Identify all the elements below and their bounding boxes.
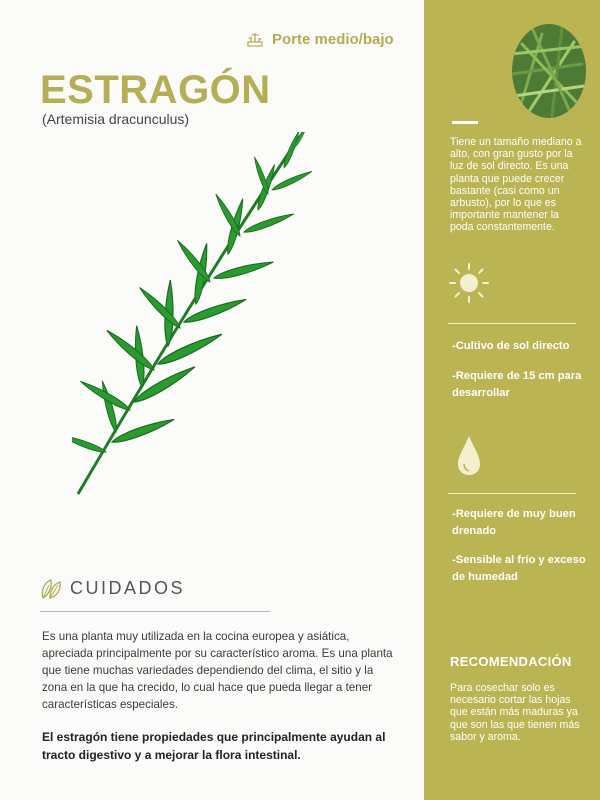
scientific-name: (Artemisia dracunculus) [42, 111, 190, 127]
water-requirement-2: -Sensible al frío y exceso de humedad [452, 554, 586, 583]
care-description: Es una planta muy utilizada en la cocina europea y asiática, apreciada principalmente por su característico aroma. Es una planta que tiene muchas variedades dependiendo del clima, el sitio y la zona en la que ha crecido, lo cual hace que pueda llegar a tener características especiales. [42, 630, 393, 711]
sun-requirement-1: -Cultivo de sol directo [452, 340, 570, 352]
recommendation-title: RECOMENDACIÓN [450, 654, 572, 669]
plant-photo [512, 24, 586, 118]
divider [448, 323, 576, 324]
recommendation-text: Para cosechar solo es necesario cortar las hojas que están más maduras ya que son las que tienen más sabor y aroma. [450, 682, 580, 743]
water-requirement-1: -Requiere de muy buen drenado [452, 508, 576, 537]
plant-intro: Tiene un tamaño mediano a alto, con gran gusto por la luz de sol directo. Es una planta que puede crecer bastante (casi como un arbusto), por lo que es importante mantener la poda constantemente. [450, 136, 582, 234]
leaves-icon [40, 576, 62, 600]
sun-icon [448, 262, 490, 304]
cuidados-title: CUIDADOS [70, 577, 186, 598]
sun-requirement-2: -Requiere de 15 cm para desarrollar [452, 370, 582, 399]
water-drop-icon [456, 434, 482, 476]
divider [452, 121, 478, 124]
divider [40, 611, 270, 612]
page-title: ESTRAGÓN [40, 68, 271, 112]
plant-size-header [246, 30, 394, 48]
care-highlight: El estragón tiene propiedades que principalmente ayudan al tracto digestivo y a mejorar la flora intestinal. [42, 730, 386, 762]
plant-size-icon [246, 30, 264, 48]
info-sidebar [424, 0, 600, 800]
divider [448, 493, 576, 494]
plant-size-label: Porte medio/bajo [272, 30, 394, 48]
cuidados-heading [40, 576, 185, 600]
tarragon-sprig-illustration [72, 132, 322, 502]
